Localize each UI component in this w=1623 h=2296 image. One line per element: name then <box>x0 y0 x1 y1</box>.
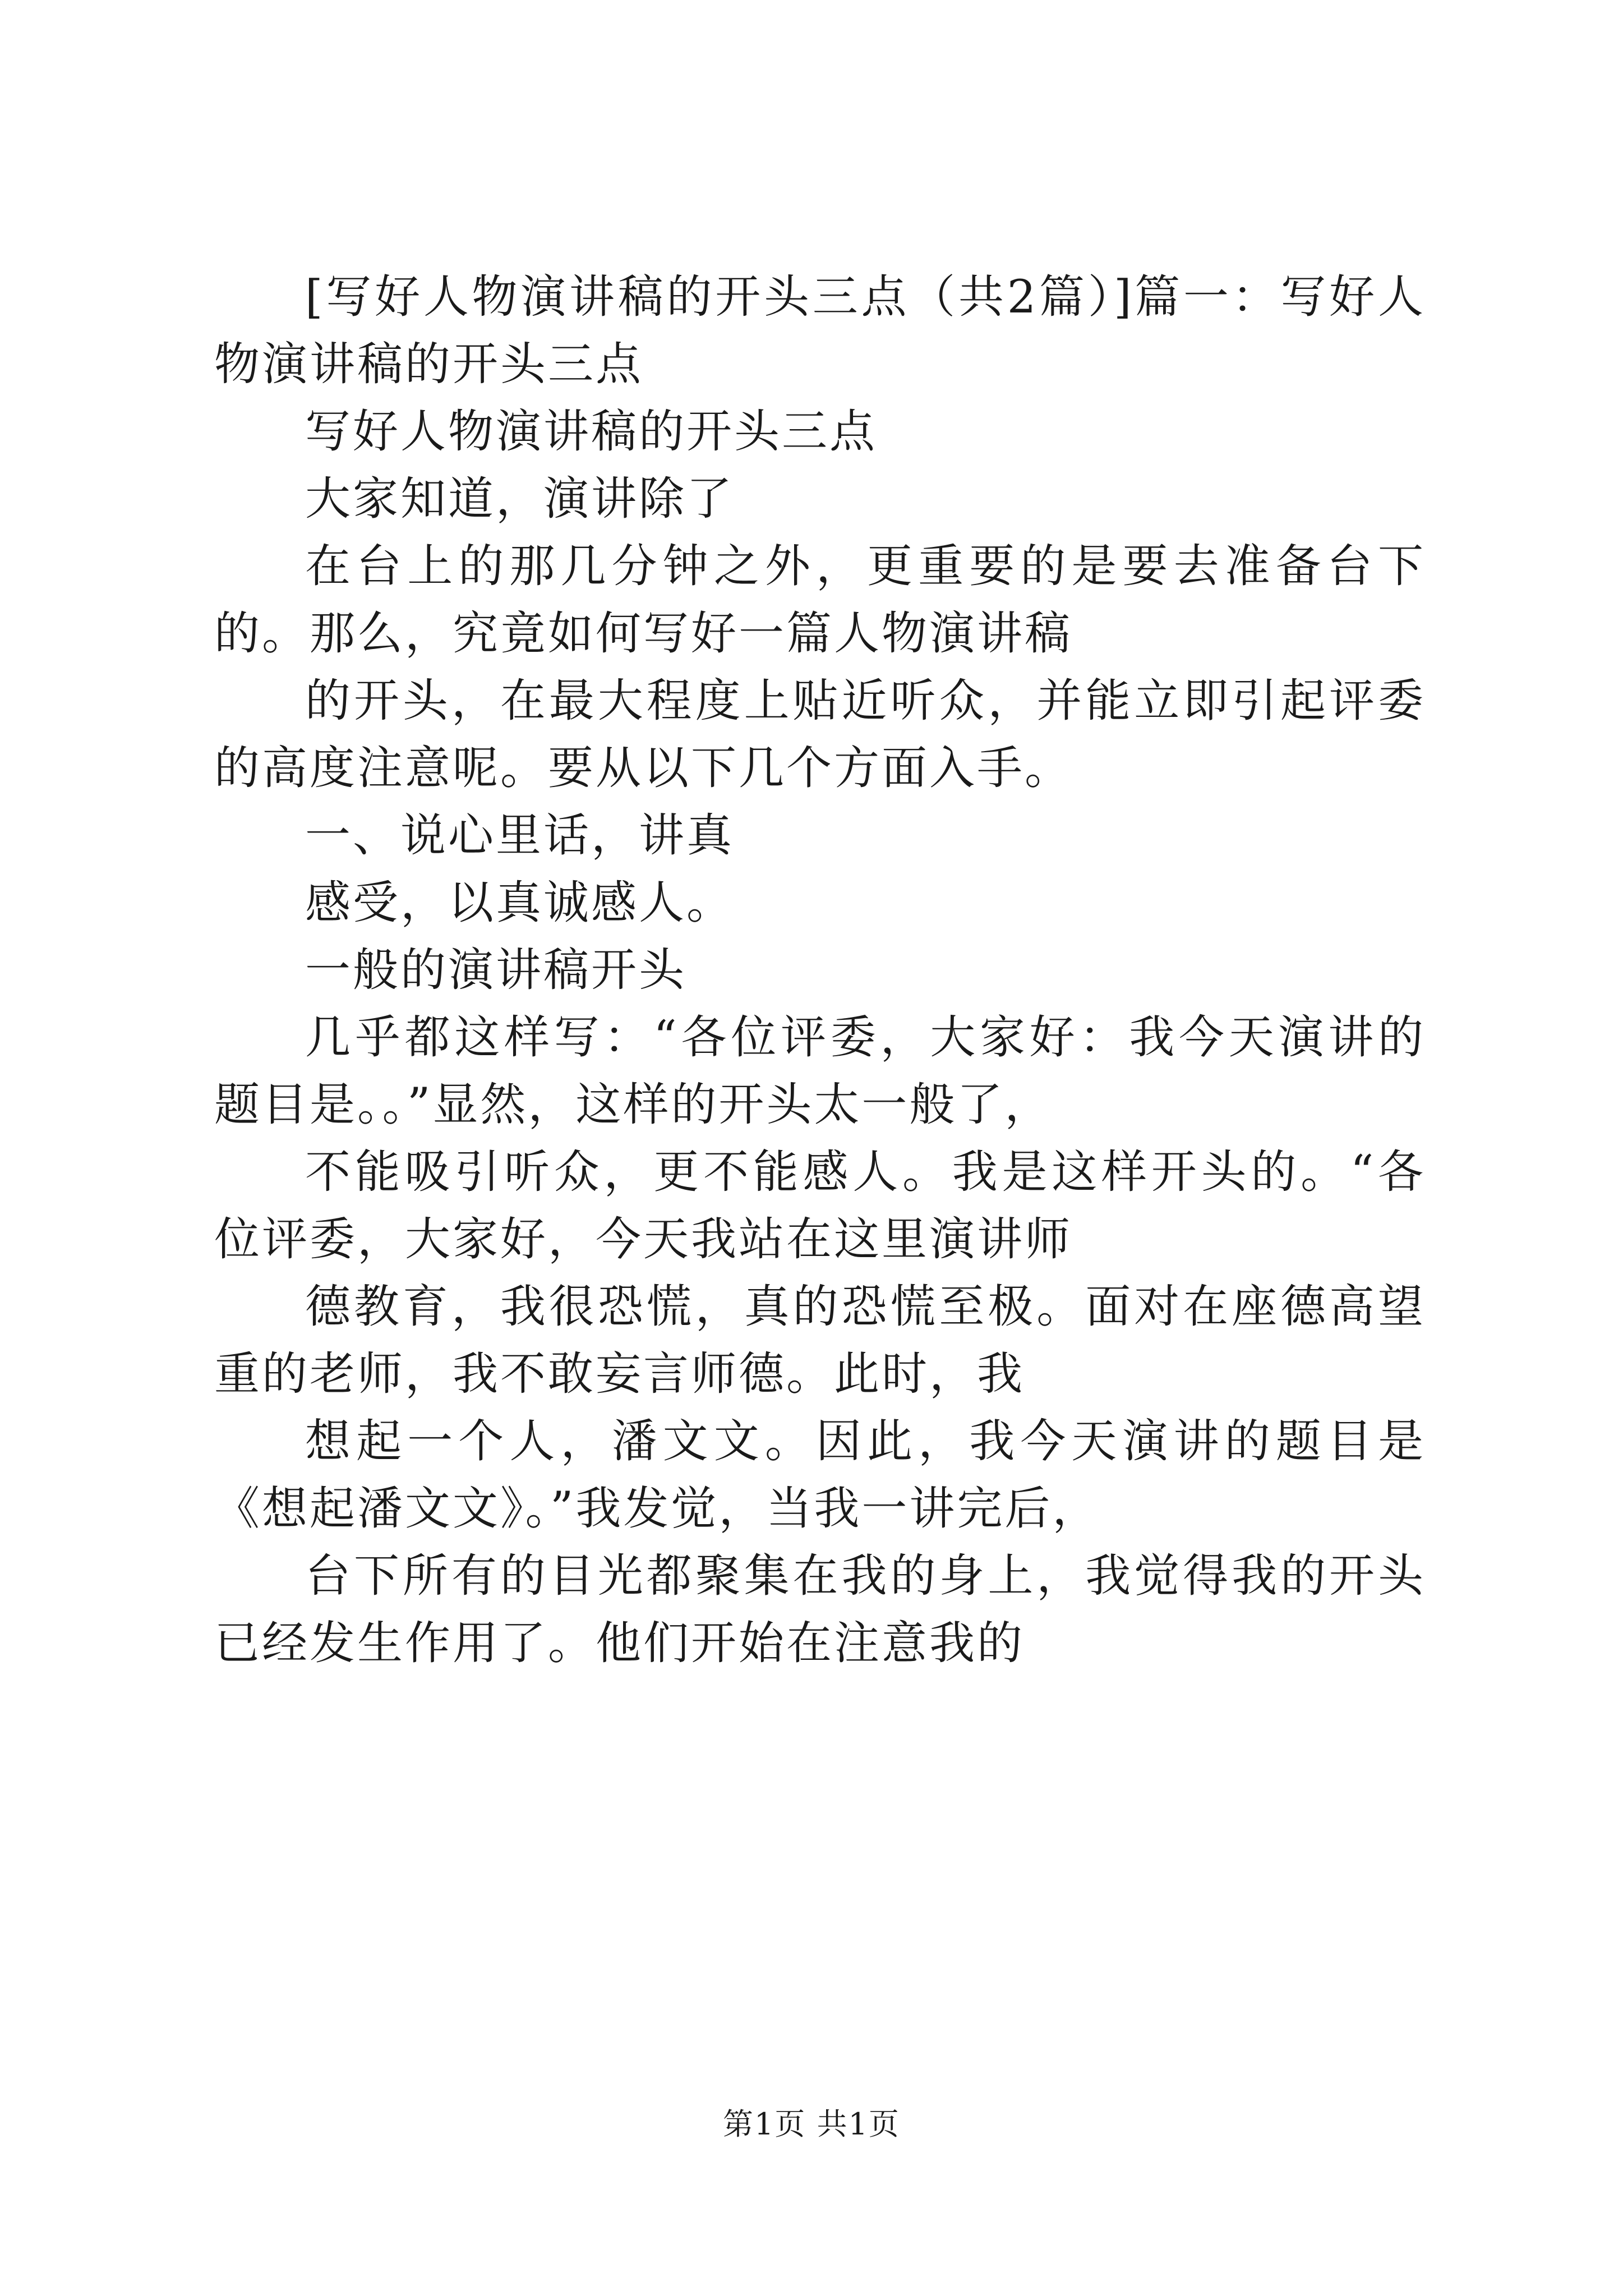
paragraph: 写好人物演讲稿的开头三点 <box>305 406 878 458</box>
paragraph: 大家知道，演讲除了 <box>305 473 735 526</box>
paragraph: 一般的演讲稿开头 <box>305 944 687 997</box>
paragraph: 不能吸引听众，更不能感人。我是这样开头的。“各位评委，大家好，今天我站在这里演讲师 <box>214 1146 1426 1266</box>
paragraph: 德教育，我很恐慌，真的恐慌至极。面对在座德高望重的老师，我不敢妄言师德。此时，我 <box>214 1281 1426 1401</box>
paragraph: 几乎都这样写：“各位评委，大家好：我今天演讲的题目是。。”显然，这样的开头太一般了， <box>214 1011 1426 1131</box>
paragraph: 感受，以真诚感人。 <box>305 877 735 930</box>
paragraph-title: [写好人物演讲稿的开头三点（共2篇）]篇一：写好人物演讲稿的开头三点 <box>214 271 1426 391</box>
page-footer: 第1页 共1页 <box>723 2106 900 2142</box>
paragraph: 台下所有的目光都聚集在我的身上，我觉得我的开头已经发生作用了。他们开始在注意我的 <box>214 1550 1426 1670</box>
paragraph: 的开头，在最大程度上贴近听众，并能立即引起评委的高度注意呢。要从以下几个方面入手。 <box>214 675 1426 795</box>
document-body <box>214 264 1426 1677</box>
paragraph: 想起一个人，潘文文。因此，我今天演讲的题目是《想起潘文文》。”我发觉，当我一讲完后， <box>214 1415 1426 1535</box>
paragraph: 一、说心里话，讲真 <box>305 809 735 862</box>
paragraph: 在台上的那几分钟之外，更重要的是要去准备台下的。那么，究竟如何写好一篇人物演讲稿 <box>214 540 1426 660</box>
